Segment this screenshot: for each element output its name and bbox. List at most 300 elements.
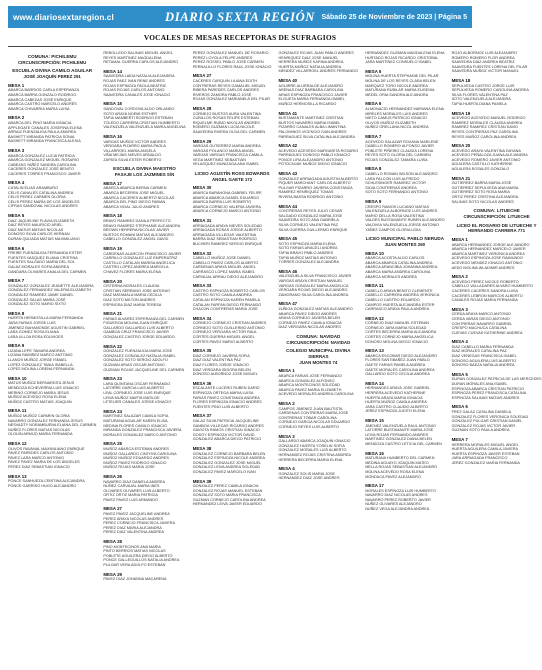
vocal-name: ACEVEDO ACEVEDO MARGARITA ROSARIO xyxy=(278,148,359,153)
vocal-name: MUÑOZ PAVEZ RODRIGO IGNACIO xyxy=(103,460,167,465)
mesa-number: MESA 44 xyxy=(278,203,298,209)
vocal-name: CATALAN ESPINOZA KAREN PAMELA xyxy=(192,297,261,302)
vocal-name: GONZALEZ GONZALEZ JOSE MIGUEL xyxy=(192,460,262,465)
vocal-name: LATORRE BUSTAMANTE MARIA JOSE xyxy=(365,428,434,433)
vocal-name: HENRIQUEZ DIAZ JOSE MANUEL xyxy=(278,55,339,60)
vocal-name: TAPIA MAMBERTI RODRIGO ESTEBAN xyxy=(103,116,173,121)
mesa-block xyxy=(103,134,185,163)
mesa-block xyxy=(103,376,185,405)
vocal-name: ROJAS GONZALEZ TAMARA LUISA xyxy=(365,157,428,162)
mesa-number: MESA 33 xyxy=(192,283,212,289)
vocal-name: JEREZ ESPINOZA JUDITH ELENA xyxy=(365,409,426,414)
mesa-block xyxy=(365,51,444,65)
vocal-name: GAMBOA VILLEGAS RICARDO ANDRES xyxy=(192,423,264,428)
vocal-name: DIAZ VENEGAS FRANCISCA ISABEL xyxy=(451,354,517,359)
vocal-name: TORRES GONZALEZ ALEJANDRA xyxy=(278,260,339,265)
vocal-name: MEDINA AGUAYO JOAQUIN MATEO xyxy=(365,460,429,465)
vocal-name: SAAVEDRA MUÑOZ VICTOR MANUEL xyxy=(451,69,519,74)
vocal-name: MOLINA HUERTA STEPHANIE DEL PILAR xyxy=(365,74,439,79)
vocal-name: ELGUETA MARIA FERNANDA ISABEL xyxy=(278,97,345,102)
venue-heading xyxy=(279,334,359,345)
mesa-block xyxy=(365,381,444,414)
vocal-name: JARA ARRIAGADA FRANCISCO xyxy=(451,456,508,461)
vocal-name: GONZALEZ SOTO MARIA FRANCISCA xyxy=(192,493,261,498)
vocal-name: DONOSO MOLINA DIEGO IGNACIO xyxy=(365,339,428,344)
mesa-block xyxy=(193,185,272,214)
vocal-name: MUÑOZ ACEVEDO ROSA ELENA xyxy=(8,395,67,400)
vocal-name: PARRAGUEZ SILVA CATALINA ALEJANDRA xyxy=(278,134,355,139)
vocal-name: SAAVEDRA FUENTES LORENA DEL PILAR xyxy=(451,64,528,69)
vocal-name: GAETE FARIAS PAMELA ANDREA xyxy=(365,363,426,368)
mesa-number: MESA 15 xyxy=(103,101,122,107)
venue-title: COMUNA: PICHILEMU xyxy=(27,54,77,59)
newspaper-title: DIARIO SEXTA REGIÓN xyxy=(165,9,315,24)
mesa-number: MESA 45 xyxy=(278,236,298,242)
vocal-name: VERGARA ROJAS DIEGO ALEJANDRO xyxy=(278,288,348,293)
vocal-name: GONZALEZ HUERTA YOSELIN SOFIA xyxy=(278,443,345,448)
vocal-name: CIFRAS SANDOVAL NICOLAS ANDRES xyxy=(8,204,78,209)
vocal-name: CACERES GONZALEZ JOSÉ BENITO xyxy=(8,167,74,172)
vocal-name: CATALIN ELIAS ARAMBURO xyxy=(8,186,59,191)
vocal-name: ABARCA ARANCIBIA JOHANNA ANDREA xyxy=(365,265,438,270)
venue-title: LICEO MUNICIPAL PABLO NERUDA xyxy=(365,236,445,242)
vocal-name: DURAN QUIJADA MATIAS MAXIMILIANO xyxy=(8,237,80,241)
vocal-name: AEDO MOLINA WLADIMIR ANDRES xyxy=(451,265,515,270)
mesa-number: MESA 10 xyxy=(8,375,27,381)
vocal-name: ABARCA MONTECINOS SOLEDAD xyxy=(278,383,340,388)
vocal-name: ABARCA BARRIOS CARLA ESPERANZA xyxy=(8,88,80,93)
vocal-name: CONTRERAS TOBAR CAROLINA xyxy=(278,415,337,420)
mesa-number: MESA 28 xyxy=(192,105,212,111)
vocal-name: ARRIAGADA ROSAS JORGE ALBERTO xyxy=(192,228,262,233)
page-headline: VOCALES DE MESAS RECEPTORAS DE SUFRAGIOS xyxy=(143,33,337,42)
column-1 xyxy=(8,51,96,669)
venue-heading xyxy=(103,166,185,177)
mesa-number: MESA 27 xyxy=(192,73,212,79)
vocal-name: VILLARROEL MARIA ANGELA xyxy=(103,148,156,153)
vocal-name: DIAZ CORNEJO JAVIERA SOFIA xyxy=(192,353,250,358)
column-3 xyxy=(193,51,272,669)
vocal-name: CELIS PEREZ CARMEN GLORIA xyxy=(8,195,66,200)
mesa-number: MESA 12 xyxy=(8,440,27,446)
mesa-block xyxy=(103,474,185,503)
vocal-name: PIZARRO CANALES ALBA LIMANTINA xyxy=(278,125,346,130)
vocal-name: GONZALEZ FERNANDEZ VALERIA ELIZABETH xyxy=(8,288,92,293)
mesa-block xyxy=(103,441,185,470)
mesa-block xyxy=(279,368,359,397)
vocal-name: FUENTES VASQUEZ ELIANA CRISTINA xyxy=(8,255,78,260)
vocal-name: GONZALEZ RAMIREZ JAIME DANIEL xyxy=(8,292,74,297)
vocal-name: CABELLO GONZALEZ ANGEL DAVID xyxy=(103,237,169,242)
vocal-name: HUERTA HERMOSILLA MARIA FERNANDA xyxy=(8,316,84,321)
vocal-name: OLIVOS RAVANAL MAXIMILIANO ENRIQUE xyxy=(8,446,85,451)
vocal-name: SOTO SOTO FERNANDO ANTONIO xyxy=(365,190,429,195)
vocal-name: ABARCA MARTINEZ VERONICA ANDREA xyxy=(451,251,525,256)
vocal-name: ACEVEDO ACEVEDO MANUEL RODRIGO xyxy=(451,116,526,121)
vocal-name: HUERTA AGUILERA CAMILA JAVIERA xyxy=(451,447,519,452)
mesa-number: MESA 10 xyxy=(365,250,384,256)
mesa-block xyxy=(193,106,272,135)
vocal-name: OLIVOS MUÑOZ ELIZABETH xyxy=(365,120,417,125)
vocal-name: HUERTA ESPINOZA JAVIER ESTEBAN xyxy=(451,451,520,456)
vocal-name: LARA ULLOA ROSA EDUVIGES xyxy=(8,334,64,339)
mesa-block xyxy=(103,279,185,308)
vocal-name: GUZMAN SOTO PAULA ANDREA xyxy=(451,428,510,433)
vocal-name: MARTINEZ SALAZAR CAMILA SOFIA xyxy=(103,414,169,419)
mesa-block xyxy=(8,148,96,177)
vocal-name: MUÑOZ MUÑOZ CARMEN GLORIA xyxy=(8,414,70,418)
vocal-name: CARRASCO ARAYA PAULA ANDREA xyxy=(365,307,430,312)
mesa-number: MESA 14 xyxy=(103,68,122,74)
vocal-name: SILVA CORNEJO VALENTINA PAZ xyxy=(278,223,338,227)
vocal-name: DONOSO SILVA CARLOS HERNAN xyxy=(8,232,70,237)
mesa-number: MESA 22 xyxy=(103,343,122,349)
vocal-name: JIMENEZ VALENZUELA RAUL ANTONIO xyxy=(365,423,436,428)
vocal-name: SANDOVAL CORDOVA ALDO ORLANDO xyxy=(103,106,175,111)
vocal-name: GONZALEZ ARRIAGADA AGUSTIN ALBERTO xyxy=(278,176,359,181)
vocal-name: CACERES CACERES SANDRA LUISA xyxy=(451,288,519,293)
vocal-name: BARRA DIAZ SEBASTIAN RODRIGO xyxy=(192,237,257,242)
vocal-name: MIRELES MORALES LUIS ANDRES xyxy=(365,111,428,116)
vocal-name: DIAZ DIAZ VALENTINA PAZ xyxy=(192,358,241,363)
vocal-name: FIGUEROA MOLINA JUAN ENRIQUE xyxy=(103,321,168,326)
vocal-name: CORNEJO VERGARA VICTOR RAUL xyxy=(192,330,258,335)
vocal-name: BUSTOS NAVARRO MARIA ISABEL xyxy=(278,120,341,125)
mesa-block xyxy=(365,483,444,512)
mesa-block xyxy=(103,213,185,242)
vocal-name: ABARCA HERNANDEZ JORGE ALEJANDRO xyxy=(451,242,530,247)
vocal-name: AGUILERA ROSALES GONZALO xyxy=(451,167,510,172)
vocal-name: MORALES ESPINOZA LUIS HUMBERTO xyxy=(365,488,436,493)
vocal-name: CASTRO ESPINOZA ROBERTO CARLOS xyxy=(192,288,265,293)
vocal-name: GUZMAN ROJAS JACQUELINE DEL CARMEN xyxy=(103,367,185,372)
vocal-name: MATURANA AGUILAR KAREN ELISA xyxy=(103,418,168,423)
vocal-name: CASTRO LOPEZ ANDREA MARCELA xyxy=(103,265,169,270)
vocal-name: MUÑOZ CASTRO MATIAS JOAQUIN xyxy=(8,399,72,404)
vocal-name: ABARCA HERNANDEZ MARCELO JAVIER xyxy=(451,247,526,252)
vocal-name: CAMPOS JIMENEZ JUAN BAUTISTA xyxy=(278,406,343,411)
mesa-block xyxy=(365,418,444,447)
mesa-number: MESA 11 xyxy=(365,283,384,289)
vocal-name: CARDENAS ARAYA MIGUEL ANGEL xyxy=(192,265,256,270)
vocal-name: ZUÑIGA GONZALEZ MATIAS ALEJANDRO xyxy=(278,306,353,311)
mesa-block xyxy=(193,283,272,312)
vocal-name: LEIVA ROJAS FERNANDO ANDRES xyxy=(365,432,429,437)
vocal-name: ROMERO ROMERO FLOR ANDREA xyxy=(451,55,515,60)
mesa-block xyxy=(8,115,96,144)
vocal-name: GUTIERREZ BARRA MARIA JOSE xyxy=(451,181,512,186)
vocal-name: MATUS MUÑOZ BERNARDITA JESUS xyxy=(8,381,75,386)
vocal-name: SAAVEDRA LAIDA NATALIA ALEJANDRA xyxy=(103,74,175,79)
mesa-block xyxy=(452,437,542,466)
venue-heading xyxy=(452,223,542,234)
vocal-name: GONZALEZ CASTRO JORGE EDUARDO xyxy=(103,335,175,340)
vocal-name: DURAN MORALES ANA ISABEL xyxy=(451,382,508,387)
vocal-name: FUENTES PINO LUIS ALBERTO xyxy=(192,404,249,409)
venue-heading xyxy=(452,208,542,219)
vocal-name: PEREZ DIAZ MARIA ALEJANDRA xyxy=(103,525,162,530)
mesa-block xyxy=(103,246,185,275)
mesa-block xyxy=(365,199,444,232)
vocal-name: SOTO ESPINOZA MARIA ELENA xyxy=(278,241,336,246)
mesa-block xyxy=(279,401,359,430)
vocal-name: CABELLO VALLADARES ALVARO HUMBERTO xyxy=(451,284,534,289)
vocal-name: ABARCA BARRA LUIS ROBERTO xyxy=(192,200,252,205)
vocal-name: VARGAS VARGAS FRANCISCA CAMILA xyxy=(192,153,263,158)
vocal-name: SAAVEDRA CANALES JOSE IGNACIO xyxy=(103,92,171,97)
mesa-number: MESA 11 xyxy=(8,408,27,414)
vocal-name: ZAPATA SILVA ESTER ROBERTO xyxy=(103,157,162,162)
mesa-block xyxy=(452,51,542,74)
vocal-name: ABARCA PAVEZ DIEGO ANDRES xyxy=(278,311,337,316)
vocal-name: CABELLO ARAYA BENITO CLEMENTE xyxy=(365,288,433,293)
venue-heading xyxy=(193,171,272,182)
mesa-block xyxy=(8,180,96,209)
mesa-block xyxy=(279,301,359,330)
venue-subtitle: HERNANDO CARRERA 771 xyxy=(468,228,526,234)
mesa-block xyxy=(279,111,359,140)
mesa-number: MESA 1 xyxy=(451,237,468,242)
vocal-name: ROJAS ESPINOZA PAOLA BEATRIZ xyxy=(103,83,167,88)
mesa-number: MESA 29 xyxy=(192,138,212,144)
venue-heading xyxy=(8,68,96,79)
vocal-name: ESPINOZA PEREZ FRANCISCA CATALINA xyxy=(451,391,527,396)
mesa-block xyxy=(365,101,444,130)
mesa-number: MESA 4 xyxy=(278,466,295,472)
vocal-name: ABARCA GONZALEZ ALFONSO xyxy=(278,378,335,383)
vocal-name: HERNANDEZ ROJAS CRISTINA ANDREA xyxy=(278,452,352,457)
vocal-name: PAVEZ DIAZ JOHANNA MACARENA xyxy=(103,577,167,582)
vocal-name: NIETO CAMUS PATRICIO IGNACIO xyxy=(365,116,427,121)
vocal-name: BROWN HERRERA NICOLAS JAVIER xyxy=(103,228,170,233)
mesa-block xyxy=(8,246,96,275)
mesa-number: MESA 1 xyxy=(8,82,25,88)
vocal-name: MERINO CORNEJO MARIA JESUS xyxy=(8,390,69,395)
vocal-name: ABARCA ABARCA DANIEL EDUARDO xyxy=(192,195,260,200)
vocal-name: CELIS PEREZ MARÍA DE LOS ÁNGELES xyxy=(8,199,80,204)
vocal-name: FLORES SANTIBAÑEZ JUAN PABLO xyxy=(365,358,430,363)
mesa-number: MESA 7 xyxy=(8,278,25,284)
vocal-name: NESVADTY NORAMBUENA ELIANA DEL CARMEN xyxy=(8,423,97,428)
mesa-block xyxy=(103,51,185,65)
column-2 xyxy=(103,51,185,669)
vocal-name: CORNEJO BUSTOS AURA VALENTINA xyxy=(192,111,261,116)
mesa-block xyxy=(8,408,96,437)
mesa-number: MESA 20 xyxy=(451,143,471,149)
vocal-name: DONOSO ALBORNOZ JOSE MIGUEL xyxy=(192,372,258,377)
vocal-name: ROJAS ROJAS CARLOS ANTONIO xyxy=(103,88,165,93)
mesa-number: MESA 9 xyxy=(365,199,382,205)
mesa-number: MESA 41 xyxy=(278,110,298,116)
vocal-name: HERNANDEZ DIAZ JOSE ANDRES xyxy=(278,476,340,481)
mesa-block xyxy=(103,409,185,438)
vocal-name: MENDOZA CASTRO LETICIA DEL CARMEN xyxy=(365,441,442,446)
venue-subtitle: PASAJE LOS JAZMINES S/N xyxy=(114,172,175,178)
vocal-name: GODOY ESPINOZA VICTOR DAVID xyxy=(192,432,255,437)
vocal-name: ABARCA FARIAS JOSE FERNANDO xyxy=(278,374,342,379)
vocal-name: REYES MUÑOZ CAROLINA ANDREA xyxy=(451,134,517,139)
vocal-name: GANDARA OLIVARES ANALIA DEL CARMEN xyxy=(8,269,87,274)
mesa-number: MESA 3 xyxy=(278,433,295,439)
mesa-number: MESA 17 xyxy=(103,180,122,186)
vocal-name: CARDENAS CONTRERAS MARIA JOSE xyxy=(278,411,349,416)
vocal-name: DIAZ REYES MAURICIO ARIEL xyxy=(8,223,63,228)
vocal-name: CABELLO MUÑOZ JOSE DANIEL xyxy=(192,256,251,261)
vocal-name: REYES MARTINEZ MAGDALENA xyxy=(103,55,162,60)
vocal-name: SAAVEDRA DIAZ ANDREA BEATRIZ xyxy=(451,60,515,65)
mesa-number: MESA 47 xyxy=(278,301,298,307)
vocal-name: DIAZ JAQUELINE FLAVIA ELIZABETH xyxy=(8,218,75,223)
venue-subtitle: JUAN MONTES 74 xyxy=(299,359,338,365)
mesa-number: MESA 13 xyxy=(8,473,27,479)
vocal-name: BUSTAMANTE MARTINEZ CRISTIAN xyxy=(278,116,344,121)
mesa-block xyxy=(279,51,359,74)
vocal-name: CARRILLO GONZALEZ LUZ EMPERATRIZ xyxy=(103,256,178,261)
vocal-name: CISTERNA MORALES CLAUDIA xyxy=(103,284,160,289)
vocal-name: MUÑOZ ABARCA ESTEBAN ANDRES xyxy=(103,446,169,451)
vocal-name: DIAZ MORALES CATALINA PAZ xyxy=(451,349,507,354)
mesa-number: MESA 6 xyxy=(8,245,25,251)
vocal-name: CRESPO MACHUCA CATALINA xyxy=(451,326,507,331)
vocal-name: ROJAS PAEZ IVAN RENE ANDRES xyxy=(103,78,165,83)
vocal-name: CERDA VARAS DIEGO ANTONIO xyxy=(451,316,510,321)
mesa-number: MESA 18 xyxy=(451,77,471,83)
vocal-name: SCHLESINGER RAMIREZ VICTOR xyxy=(365,181,426,186)
vocal-name: FARIAS PAVEZ CONSTANZA ANDREA xyxy=(192,395,260,400)
vocal-name: CUBILLOS ROSAS FELIPE ESTEBAN xyxy=(192,116,259,121)
mesa-number: MESA 4 xyxy=(451,339,468,345)
venue-subtitle: CIRCUNSCRIPCIÓN: LITUECHE xyxy=(463,214,530,220)
vocal-name: ARRAIZ FUENZALIDA PAULA ANDREA xyxy=(8,130,77,135)
masthead xyxy=(8,6,472,28)
vocal-name: CUEVAS CUEVAS KATHERINE ANDREA xyxy=(451,330,523,335)
vocal-name: RAMIREZ RAMIREZ CRISTIAN DAVID xyxy=(451,125,518,130)
mesa-block xyxy=(365,283,444,312)
site-url[interactable]: www.diariosextaregion.cl xyxy=(13,12,114,22)
vocal-name: ABARCA GONZALEZ LUCIA PATRICIA xyxy=(8,153,75,158)
mesa-block xyxy=(365,134,444,163)
vocal-name: VARGAS POLANCO MARIA ANGEL xyxy=(192,148,255,153)
vocal-name: GONZALEZ MORALES LUIS ALBERTO xyxy=(278,448,347,453)
vocal-name: GUTIERREZ SOTO ROSA MARIA xyxy=(451,190,510,195)
vocal-name: GONZALEZ SALAS MARIA JOSÉ xyxy=(8,297,66,302)
vocal-name: PEREZ LOYOLA FELIPE ANDRES xyxy=(192,55,253,60)
vocal-name: LARA FALCON LUIS ALFREDO xyxy=(365,176,420,181)
vocal-name: ABARCA BECERRA JOSE MIGUEL xyxy=(103,191,165,196)
vocal-name: SOTO ARAYA NOEMI ESTHER xyxy=(103,111,157,116)
mesa-number: MESA 32 xyxy=(192,250,212,256)
mesa-number: MESA 25 xyxy=(103,441,122,447)
vocal-name: ORTIZ ORTIZ MARIA PATRICIA xyxy=(103,493,158,498)
vocal-name: REYES CONTRERAS PAZ CAROLINA xyxy=(451,129,518,134)
mesa-block xyxy=(279,78,359,107)
mesa-number: MESA 3 xyxy=(451,306,468,312)
vocal-name: ABARCA CACERES ALBERTO NICOLAS xyxy=(103,195,175,200)
vocal-name: MUÑOZ MUÑOZ EDUARDO ANDRES xyxy=(103,456,169,461)
venue-subtitle: CIRCUNSCRIPCIÓN: NAVIDAD xyxy=(286,339,351,345)
venue-title: COLEGIO MUNICIPAL DIVINA SIERRAS xyxy=(286,348,351,360)
vocal-name: SEPULVEDA ROMERO CAROLINA ANDREA xyxy=(451,88,529,93)
vocal-name: YAÑEZ CAMPOS GLORIA LIDIA xyxy=(365,227,421,232)
vocal-name: CARVAJAL ARRAU DIEGO ALEJANDRO xyxy=(192,274,263,279)
vocal-name: PIQUER MARCHANT CARLOS ALBERTO xyxy=(278,181,351,186)
vocal-name: MUÑOZ GALLARDO CINTHYA CAROLINA xyxy=(103,451,177,456)
vocal-name: VEGA MARTINEZ SEBASTIAN xyxy=(192,157,246,162)
vocal-name: ACEVEDO MENDEZ IGNACIO ANTONIO xyxy=(451,260,523,265)
vocal-name: REBOLLEDO SALINAS MIGUEL ANGEL xyxy=(103,51,173,55)
vocal-name: MENDOZA ECHEVERRIA LUIS IGNACIO xyxy=(8,386,79,391)
vocal-name: RIBERA PAREDES CARLOS ANDRES xyxy=(192,88,259,93)
venue-title: ESCUELA DIVINA CAMILO AGUILAR xyxy=(12,68,93,74)
vocal-name: MIRANDA GONZALEZ FRANCISCA JAVIERA xyxy=(103,428,182,433)
mesa-number: MESA 3 xyxy=(8,147,25,153)
mesa-number: MESA 39 xyxy=(192,478,212,484)
mesa-block xyxy=(8,278,96,307)
mesa-block xyxy=(193,218,272,247)
vocal-name: ABARCA ABARCA BERNA CARMEN xyxy=(103,186,167,191)
venue-subtitle: JOSÉ JOAQUÍN PEREZ 291 xyxy=(23,74,81,80)
vocal-name: SOTO FARIAS ARACELI ANDREA xyxy=(278,246,338,251)
vocal-name: BASHETT MIRANDA FRANCISCA ALEXIA xyxy=(8,139,81,144)
vocal-name: LARA QUINTANA OSCAR FERNANDO xyxy=(103,381,171,386)
vocal-name: CARRASCO LOPEZ MARIA ISABEL xyxy=(192,269,255,274)
mesa-block xyxy=(452,404,542,433)
mesa-block xyxy=(279,171,359,200)
mesa-number: MESA 38 xyxy=(192,445,212,451)
vocal-name: NUÑEZ FLORES MATIAS NICOLAS xyxy=(8,427,70,432)
mesa-block xyxy=(279,236,359,265)
mesa-number: MESA 19 xyxy=(103,245,122,251)
vocal-name: SOTO VALENZUELA ALEJANDRA xyxy=(451,97,511,102)
mesa-block xyxy=(103,311,185,340)
vocal-name: NAVARRO GONZALEZ FERNANDA JESUS xyxy=(8,418,83,423)
mesa-block xyxy=(8,311,96,340)
vocal-name: ABARCA BARRA GONZALO RODRIGO xyxy=(8,92,77,97)
vocal-name: GONZALEZ PAVEZ MARCELO IVAN xyxy=(192,469,256,474)
vocal-name: GAMBOA CRUZ FRANCISCO JAVIER xyxy=(103,330,169,335)
mesa-number: MESA 15 xyxy=(365,417,384,423)
vocal-name: CAMPOS HUERTA ALEJANDRA ESTER xyxy=(365,302,435,307)
vocal-name: GONZALEZ PULGAR CRISTIAN DANIEL xyxy=(451,419,523,424)
mesa-block xyxy=(103,69,185,98)
vocal-name: FLORES ESPINOZA IGNACIO ANDRES xyxy=(192,400,262,405)
vocal-name: CACERES LEBRON MARCOS ALBERTO xyxy=(451,293,523,298)
vocal-name: VELASQUEZ MUNIZAGA ANA ISABEL xyxy=(192,162,260,167)
vocal-name: MATURANA HUMBERTO DEL CARMEN xyxy=(365,456,435,461)
vocal-name: MORALES GONZALEZ MARCO ANTONIO xyxy=(103,432,177,437)
vocal-name: GONZALEZ ROJAS VICTOR JAVIER xyxy=(451,423,516,428)
vocal-name: GAVIOTA RAMOS CRISTIAN IGNACIO xyxy=(192,428,260,433)
vocal-name: ACEVEDO ESPINOZA JOSE RAIMUNDO xyxy=(451,256,523,261)
vocal-name: HERRERA MORALES MIGUEL ANGEL xyxy=(451,442,519,447)
vocal-name: ZAMORANO SILVA CAROLINA ANDREA xyxy=(278,292,349,297)
vocal-name: ABARCA BARAHONA GABRIEL FELIPE xyxy=(192,191,262,196)
vocal-name: LOPEZ MOLINA LORENA FERNANDA xyxy=(8,367,75,372)
vocal-name: FREZ GALAZ CATALINA DANIELA xyxy=(451,410,512,414)
vocal-name: ABARCA DEL PINO DIEGO FABIAN xyxy=(103,200,166,205)
vocal-name: GONZALEZ ABARCA DIEGO PATRICIO xyxy=(192,437,262,442)
vocal-name: CONTRERAS NAVARRO GABRIEL xyxy=(451,321,513,326)
vocal-name: MEDINA FLORES CAMILO IGNACIO xyxy=(103,423,167,428)
vocal-name: HUERTA ARAYA MARIA IGNACIA xyxy=(365,395,423,400)
mesa-number: MESA 4 xyxy=(8,180,25,186)
vocal-name: REYES SOTO GLORIA DEL CARMEN xyxy=(365,153,431,158)
vocal-name: ARENAS DIAZ BARBARA CAROLINA xyxy=(278,88,344,93)
vocal-name: DIAZ FLORES JORGE IGNACIO xyxy=(192,363,249,368)
mesa-block xyxy=(193,73,272,102)
mesa-block xyxy=(452,111,542,140)
vocal-name: GUTIERREZ SEPULVEDA ANA MARIA xyxy=(451,185,519,190)
